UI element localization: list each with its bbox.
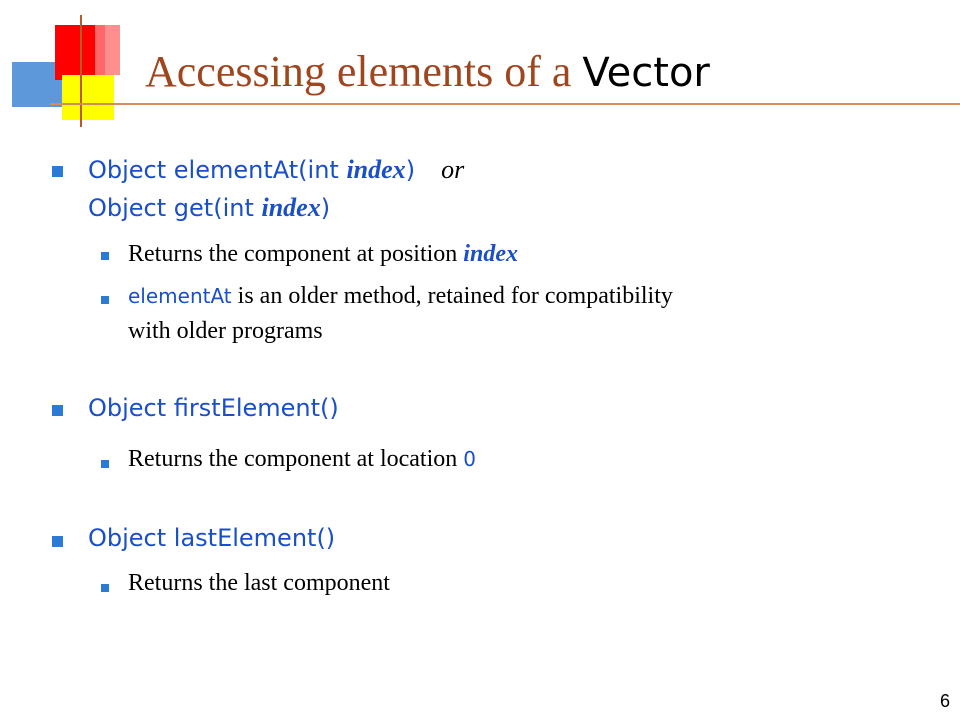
sub-bullet-returns-last: Returns the last component	[128, 570, 390, 596]
sub-bullet-returns-location: Returns the component at location 0	[128, 446, 476, 472]
sub-bullet-marker	[101, 252, 109, 260]
title-underline	[50, 103, 960, 105]
page-number: 6	[939, 691, 950, 711]
bullet-lastElement: Object lastElement()	[88, 524, 336, 552]
bullet-marker	[52, 536, 63, 547]
logo-yellow-square	[62, 75, 114, 120]
sub-bullet-marker	[101, 296, 109, 304]
sub-bullet-elementAt-note-cont: with older programs	[128, 318, 323, 344]
logo-vertical-line	[80, 15, 82, 127]
slide-title: Accessing elements of a Vector	[145, 47, 710, 96]
logo-lightred-square	[95, 25, 120, 75]
bullet-get: Object get(int index)	[88, 193, 331, 222]
sub-bullet-marker	[101, 584, 109, 592]
bullet-elementAt: Object elementAt(int index) or	[88, 155, 465, 184]
bullet-firstElement: Object firstElement()	[88, 394, 339, 422]
sub-bullet-marker	[101, 460, 109, 468]
bullet-marker	[52, 405, 63, 416]
sub-bullet-elementAt-note: elementAt is an older method, retained for compatibility	[128, 283, 673, 309]
sub-bullet-returns-index: Returns the component at position index	[128, 241, 518, 267]
bullet-marker	[52, 166, 63, 177]
